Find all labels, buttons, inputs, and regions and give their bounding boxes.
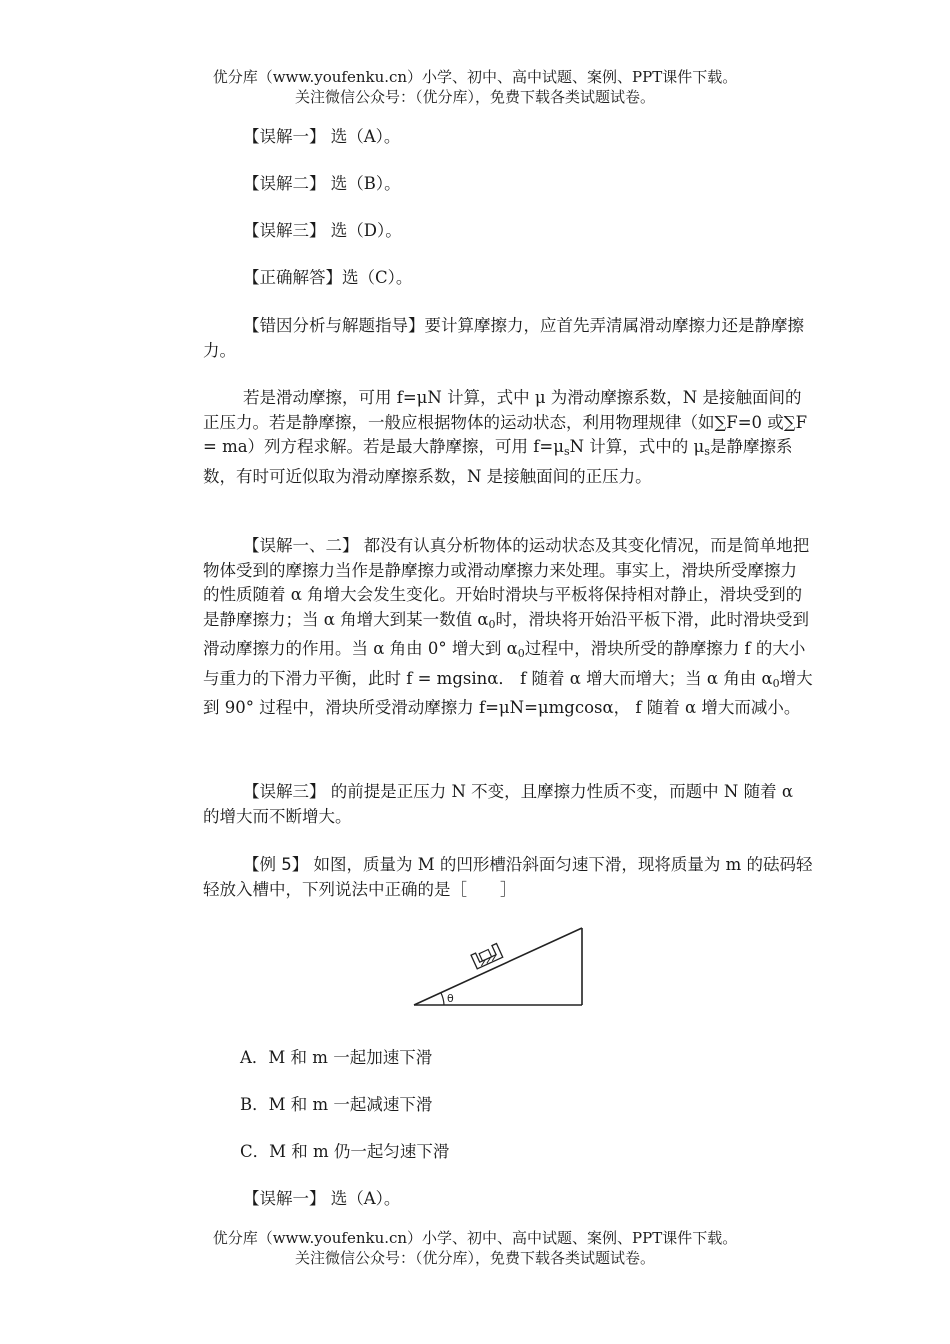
example-question [203,853,813,902]
alpha0-subscript: 0 [488,617,496,631]
mu-s-subscript: s [704,445,710,458]
p2-text-d: 增大到 90° 过程中，滑块所受滑动摩擦力 f=μN=μmgcosα， f 随着 α 增大而减小。 [203,668,813,717]
p1-text-b: N 计算，式中的 μ [569,437,705,456]
alpha0-subscript: 0 [772,676,780,690]
alpha0-subscript: 0 [517,647,525,660]
incline-slope [414,928,582,1005]
example-label: 【例 5】 [243,855,309,874]
p2-text-a: 【误解一、二】 都没有认真分析物体的运动状态及其变化情况，而是简单地把物体受到的摩擦力当作是静摩擦力或滑动摩擦力来处理。事实上，滑块所受摩擦力的性质随着 α 角增大会发生变化。开始时滑块与平板将保持相对静止，滑块受到的是静摩擦力；当 α 角增大到某一数值 α [203,536,810,629]
analysis-guide: 【错因分析与解题指导】要计算摩擦力，应首先弄清属滑动摩擦力还是静摩擦力。 [203,316,804,360]
wrong-answer-2: 【误解二】 选（B）。 [243,174,401,193]
p1-text-a: 若是滑动摩擦，可用 f=μN 计算，式中 μ 为滑动摩擦系数，N 是接触面间的正压力。若是静摩擦，一般应根据物体的运动状态，利用物理规律（如∑F=0 或∑F = ma）列方程求解。若是最大静摩擦，可用 f=μ [203,388,808,456]
groove-with-weight [471,944,503,969]
option-b: B．M 和 m 一起减速下滑 [240,1095,433,1114]
incline-figure [410,922,590,1010]
footer-line-1: 优分库（www.youfenku.cn）小学、初中、高中试题、案例、PPT课件下载。 [212,1229,738,1247]
option-a: A．M 和 m 一起加速下滑 [240,1048,433,1067]
p2-text-c: 过程中，滑块所受的静摩擦力 f 的大小与重力的下滑力平衡，此时 f = mgsinα． f 随着 α 增大而增大；当 α 角由 α [203,639,806,688]
angle-arc [441,993,444,1005]
angle-label: θ [447,992,454,1005]
header-line-1: 优分库（www.youfenku.cn）小学、初中、高中试题、案例、PPT课件下载。 [212,68,738,86]
mu-s-subscript: s [563,445,570,458]
analysis-paragraph-3: 【误解三】 的前提是正压力 N 不变，且摩擦力性质不变，而题中 N 随着 α 的增大而不断增大。 [203,782,793,826]
example-wrong-answer-1: 【误解一】 选（A）。 [243,1189,401,1208]
p1-text-c: 是静摩擦系数，有时可近似取为滑动摩擦系数，N 是接触面间的正压力。 [203,437,793,486]
page-footer [0,1228,950,1268]
correct-answer: 【正确解答】选（C）。 [243,268,413,287]
p2-text-b: 时，滑块将开始沿平板下滑，此时滑块受到滑动摩擦力的作用。当 α 角由 0° 增大到 α [203,609,810,658]
wrong-answer-1: 【误解一】 选（A）。 [243,127,401,146]
example-text: 如图，质量为 M 的凹形槽沿斜面匀速下滑，现将质量为 m 的砝码轻轻放入槽中，下列说法中正确的是［ ］ [203,855,813,899]
footer-line-2: 关注微信公众号：（优分库），免费下载各类试题试卷。 [294,1249,655,1267]
analysis-paragraph-1 [203,386,813,489]
analysis-paragraph-2 [203,534,813,721]
option-c: C．M 和 m 仍一起匀速下滑 [240,1142,450,1161]
page-header [0,67,950,107]
wrong-answer-3: 【误解三】 选（D）。 [243,221,402,240]
header-line-2: 关注微信公众号：（优分库），免费下载各类试题试卷。 [294,88,655,106]
